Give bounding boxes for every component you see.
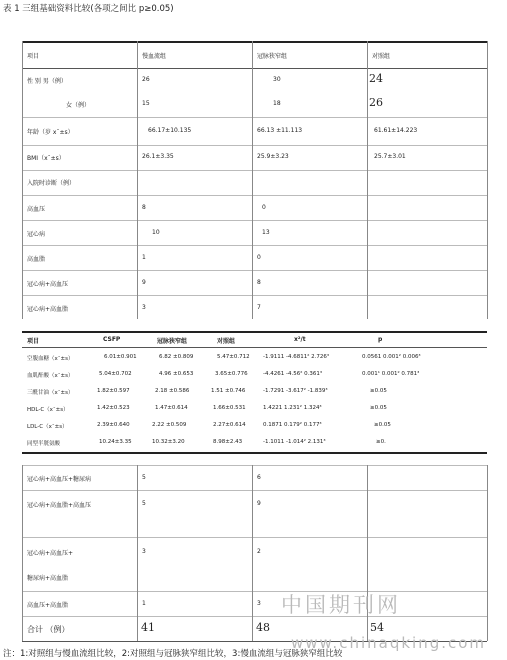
cell: 26.1±3.35 bbox=[142, 153, 174, 160]
row-label: 女（例） bbox=[66, 102, 91, 109]
cell: 10.32±3.20 bbox=[152, 439, 185, 445]
cell: 25.9±3.23 bbox=[257, 153, 289, 160]
cell: -1.9111 -4.6811² 2.726³ bbox=[263, 354, 330, 360]
row-label: BMI（x¯±s） bbox=[27, 155, 65, 162]
mid-header-stat: x²/t bbox=[294, 336, 306, 343]
watermark-cn: 中国期刊网 bbox=[281, 593, 401, 617]
cell: 0 bbox=[262, 204, 266, 211]
table-caption: 表 1 三组基础资料比较(各项之间比 p≥0.05) bbox=[3, 4, 174, 14]
cell: 18 bbox=[273, 100, 281, 107]
cell: 1 bbox=[142, 600, 146, 607]
cell: 2.18 ±0.586 bbox=[155, 388, 190, 394]
row-label: 冠心病+高血压+糖尿病 bbox=[27, 476, 92, 483]
cell: 13 bbox=[262, 229, 270, 236]
row-label: 冠心病+高血压+ bbox=[27, 550, 74, 557]
mid-header-item: 项目 bbox=[27, 338, 40, 345]
cell: 2.39±0.640 bbox=[97, 422, 130, 428]
cell: 3 bbox=[142, 304, 146, 311]
cell: 9 bbox=[142, 279, 146, 286]
cell: 3.65±0.776 bbox=[215, 371, 248, 377]
cell: 9 bbox=[257, 500, 261, 507]
total-stenosis: 48 bbox=[256, 621, 270, 634]
cell: -1.1011 -1.014² 2.131³ bbox=[263, 439, 326, 445]
cell: -1.7291 -3.617² -1.839³ bbox=[263, 388, 328, 394]
cell: 1 bbox=[142, 254, 146, 261]
header-slow-flow: 慢血流组 bbox=[142, 53, 167, 60]
mid-header-stenosis: 冠脉狭窄组 bbox=[157, 338, 188, 345]
row-label: LDL-C（x¯±s） bbox=[27, 424, 68, 430]
row-label: 年龄（岁 x¯±s） bbox=[27, 129, 74, 136]
cell: 3 bbox=[142, 548, 146, 555]
row-label: 血肌酐酸（x¯±s） bbox=[27, 373, 74, 379]
cell: 0.001¹ 0.001² 0.781³ bbox=[362, 371, 420, 377]
cell: 8.98±2.43 bbox=[213, 439, 243, 445]
cell: 5.47±0.712 bbox=[217, 354, 250, 360]
cell: 26 bbox=[142, 76, 150, 83]
cell: 10.24±3.35 bbox=[99, 439, 132, 445]
row-label: 冠心病+高血脂+高血压 bbox=[27, 502, 92, 509]
row-label: 高血压 bbox=[27, 206, 46, 213]
cell: 66.13 ±11.113 bbox=[257, 127, 303, 134]
header-item: 项目 bbox=[27, 53, 40, 60]
cell: 5 bbox=[142, 474, 146, 481]
cell: 2.22 ±0.509 bbox=[152, 422, 187, 428]
cell: 2 bbox=[257, 548, 261, 555]
cell: ≥0.05 bbox=[374, 422, 391, 428]
cell: 5 bbox=[142, 500, 146, 507]
cell: 0.1871 0.179² 0.177³ bbox=[263, 422, 322, 428]
cell: 1.66±0.531 bbox=[213, 405, 246, 411]
cell: 10 bbox=[152, 229, 160, 236]
mid-header-csfp: CSFP bbox=[103, 336, 121, 343]
mid-header-control: 对照组 bbox=[217, 338, 236, 345]
cell: ≥0.05 bbox=[370, 388, 387, 394]
footnote: 注：1:对照组与慢血流组比较，2:对照组与冠脉狭窄组比较，3:慢血流组与冠脉狭窄组比较 bbox=[3, 649, 343, 659]
cell: 3 bbox=[257, 600, 261, 607]
watermark-url: www.chinaqking.com bbox=[291, 634, 487, 652]
cell: 5.04±0.702 bbox=[99, 371, 132, 377]
cell: 7 bbox=[257, 304, 261, 311]
cell: 1.4221 1.231² 1.324³ bbox=[263, 405, 322, 411]
row-label: 高血脂 bbox=[27, 256, 46, 263]
mid-header-p: p bbox=[378, 336, 383, 343]
cell: ≥0. bbox=[376, 439, 386, 445]
cell: 8 bbox=[142, 204, 146, 211]
cell: 2.27±0.614 bbox=[213, 422, 246, 428]
total-slow-flow: 41 bbox=[141, 621, 155, 634]
row-label: 入院时诊断（例） bbox=[27, 180, 76, 187]
row-label: 三酰甘油（x¯±s） bbox=[27, 390, 74, 396]
cell: 1.47±0.614 bbox=[155, 405, 188, 411]
cell: 30 bbox=[273, 76, 281, 83]
cell: 1.82±0.597 bbox=[97, 388, 130, 394]
cell: ≥0.05 bbox=[370, 405, 387, 411]
cell: 26 bbox=[369, 96, 383, 109]
cell: 25.7±3.01 bbox=[374, 153, 406, 160]
row-label: 空腹血糖（x¯±s） bbox=[27, 356, 74, 362]
cell: 15 bbox=[142, 100, 150, 107]
header-control: 对照组 bbox=[372, 53, 391, 60]
row-label: 性 别 男（例） bbox=[27, 78, 67, 85]
row-label: HDL-C（x¯±s） bbox=[27, 407, 69, 413]
cell: 1.51 ±0.746 bbox=[211, 388, 246, 394]
row-label: 冠心病+高血压 bbox=[27, 281, 69, 288]
cell: 0.0561 0.001² 0.006³ bbox=[362, 354, 421, 360]
total-label: 合计 （例） bbox=[27, 625, 70, 634]
cell: 6 bbox=[257, 474, 261, 481]
row-label: 冠心病 bbox=[27, 231, 46, 238]
cell: 6.01±0.901 bbox=[104, 354, 137, 360]
row-label: 糖尿病+高血脂 bbox=[27, 575, 69, 582]
row-label: 同型半胱氨酸 bbox=[27, 441, 61, 447]
cell: 6.82 ±0.809 bbox=[159, 354, 194, 360]
cell: 66.17±10.135 bbox=[148, 127, 192, 134]
cell: 1.42±0.523 bbox=[97, 405, 130, 411]
cell: 24 bbox=[369, 72, 383, 85]
cell: 8 bbox=[257, 279, 261, 286]
row-label: 高血压+高血脂 bbox=[27, 602, 69, 609]
cell: 0 bbox=[257, 254, 261, 261]
cell: -4.4261 -4.56² 0.361³ bbox=[263, 371, 323, 377]
cell: 4.96 ±0.653 bbox=[159, 371, 194, 377]
cell: 61.61±14.223 bbox=[374, 127, 418, 134]
total-control: 54 bbox=[370, 621, 384, 634]
row-label: 冠心病+高血脂 bbox=[27, 306, 69, 313]
header-stenosis: 冠脉狭窄组 bbox=[257, 53, 288, 60]
